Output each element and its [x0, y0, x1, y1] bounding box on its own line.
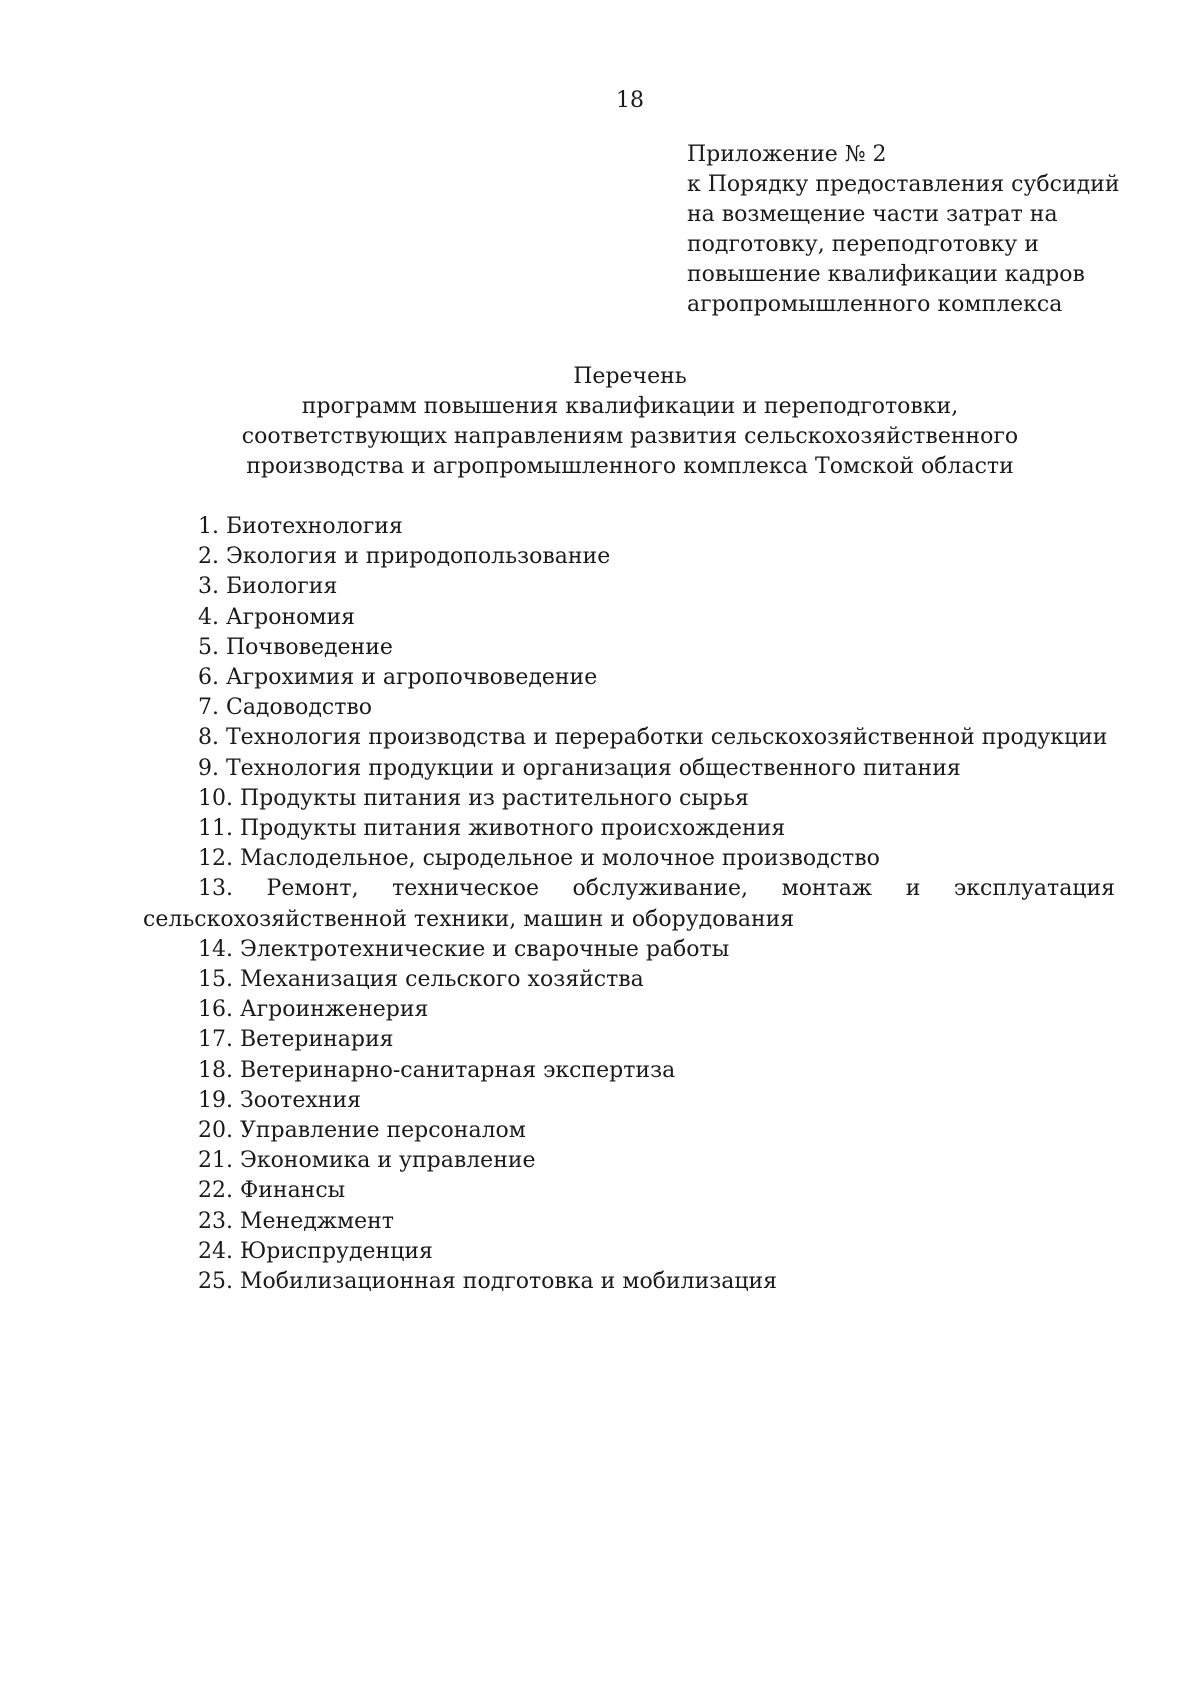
title-subtitle-line: программ повышения квалификации и переподготовки,: [301, 394, 959, 419]
list-item: 3. Биология: [198, 574, 338, 600]
list-item: 22. Финансы: [198, 1178, 346, 1204]
appendix-note: [687, 140, 1167, 320]
title-subtitle-line: соответствующих направлениям развития сельскохозяйственного: [241, 424, 1019, 449]
list-item: 16. Агроинженерия: [198, 997, 429, 1023]
list-item: 25. Мобилизационная подготовка и мобилизация: [198, 1269, 778, 1295]
list-item: 4. Агрономия: [198, 604, 356, 630]
list-item: 14. Электротехнические и сварочные работы: [198, 936, 730, 962]
list-item: 24. Юриспруденция: [198, 1238, 433, 1264]
list-item: 15. Механизация сельского хозяйства: [198, 967, 644, 993]
list-item: 20. Управление персоналом: [198, 1118, 526, 1144]
appendix-line: повышение квалификации кадров: [687, 262, 1085, 287]
list-item: 1. Биотехнология: [198, 514, 403, 539]
list-item: 19. Зоотехния: [198, 1087, 361, 1113]
list-item: 11. Продукты питания животного происхождения: [198, 816, 786, 842]
appendix-line: Приложение № 2: [687, 142, 887, 167]
list-item: 9. Технология продукции и организация общественного питания: [198, 755, 961, 781]
program-list: [143, 512, 1115, 1297]
title-heading: Перечень: [573, 364, 687, 389]
list-item: 8. Технология производства и переработки сельскохозяйственной продукции: [198, 725, 1108, 751]
title-subtitle-line: производства и агропромышленного комплекса Томской области: [246, 454, 1014, 479]
page-number: 18: [616, 88, 644, 113]
list-item: 18. Ветеринарно-санитарная экспертиза: [198, 1057, 676, 1083]
list-item: 21. Экономика и управление: [198, 1148, 536, 1174]
document-title: [150, 362, 1110, 482]
appendix-line: агропромышленного комплекса: [687, 292, 1063, 317]
appendix-line: на возмещение части затрат на: [687, 202, 1058, 227]
list-item: 23. Менеджмент: [198, 1208, 394, 1234]
appendix-line: подготовку, переподготовку и: [687, 232, 1039, 257]
list-item: 12. Маслодельное, сыродельное и молочное производство: [198, 846, 880, 872]
list-item: 17. Ветеринария: [198, 1027, 394, 1053]
list-item: 5. Почвоведение: [198, 634, 393, 660]
list-item: 6. Агрохимия и агропочвоведение: [198, 665, 598, 691]
list-item: 2. Экология и природопользование: [198, 544, 611, 570]
list-item: 13. Ремонт, техническое обслуживание, монтаж и эксплуатация сельскохозяйственной техники, машин и оборудования: [143, 876, 1115, 932]
appendix-line: к Порядку предоставления субсидий: [687, 172, 1120, 197]
list-item: 10. Продукты питания из растительного сырья: [198, 785, 749, 811]
list-item: 7. Садоводство: [198, 695, 373, 721]
